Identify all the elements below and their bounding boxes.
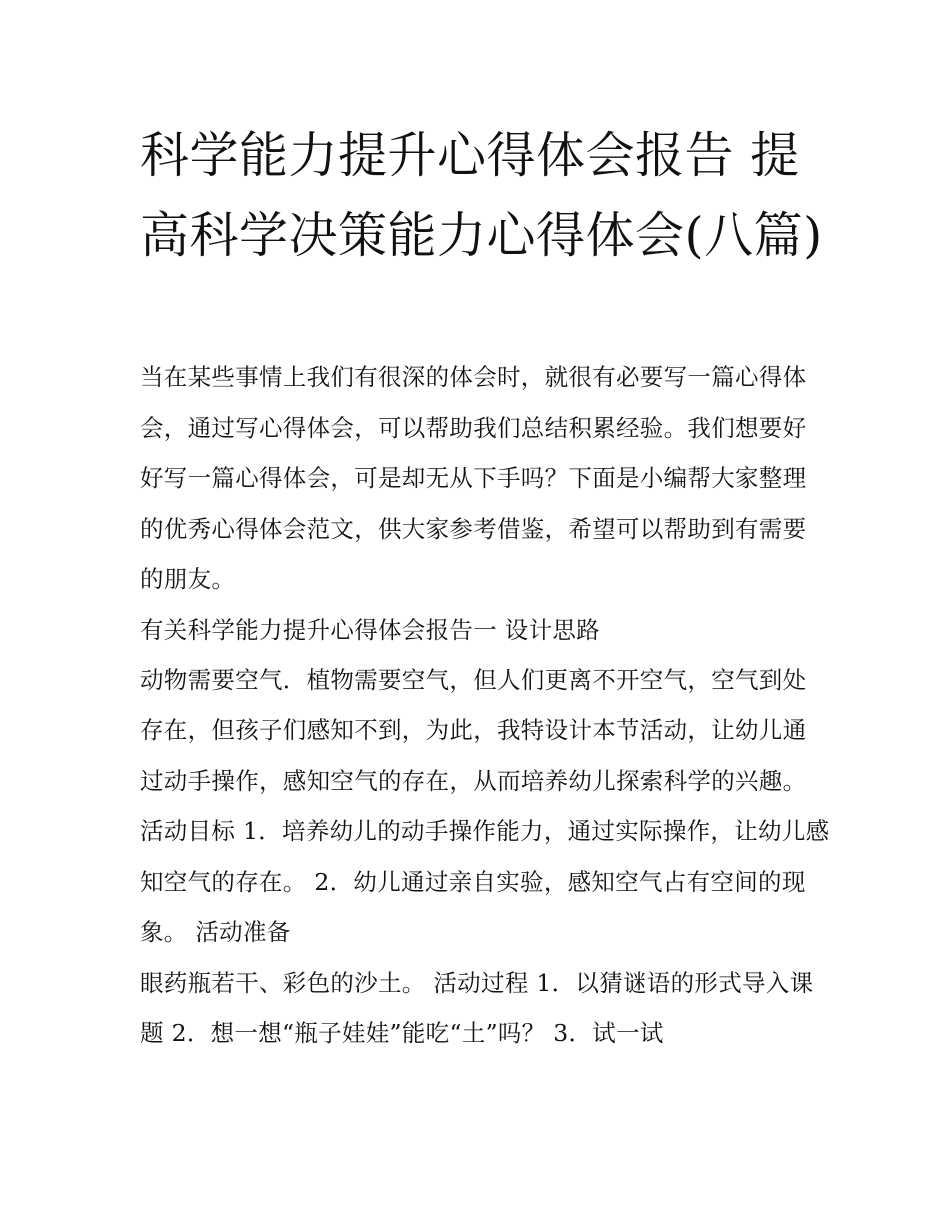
document-body <box>140 352 830 1059</box>
document-title: 科学能力提升心得体会报告 提高科学决策能力心得体会(八篇) <box>140 127 823 264</box>
section-heading: 有关科学能力提升心得体会报告一 设计思路 <box>140 615 600 644</box>
activity-process-paragraph: 眼药瓶若干、彩色的沙土。 活动过程 1．以猜谜语的形式导入课题 2．想一想“瓶子娃娃”能吃“土”吗？ 3．试一试 <box>140 968 814 1047</box>
intro-paragraph: 当在某些事情上我们有很深的体会时，就很有必要写一篇心得体会，通过写心得体会，可以帮助我们总结积累经验。我们想要好好写一篇心得体会，可是却无从下手吗？下面是小编帮大家整理的优秀心得体会范文，供大家参考借鉴，希望可以帮助到有需要的朋友。 <box>140 363 807 593</box>
design-idea-paragraph: 动物需要空气．植物需要空气，但人们更离不开空气，空气到处存在，但孩子们感知不到，为此，我特设计本节活动，让幼儿通过动手操作，感知空气的存在，从而培养幼儿探索科学的兴趣。 <box>140 665 807 795</box>
activity-goals-paragraph: 活动目标 1．培养幼儿的动手操作能力，通过实际操作，让幼儿感知空气的存在。 2．幼儿通过亲自实验，感知空气占有空间的现象。 活动准备 <box>140 817 830 946</box>
